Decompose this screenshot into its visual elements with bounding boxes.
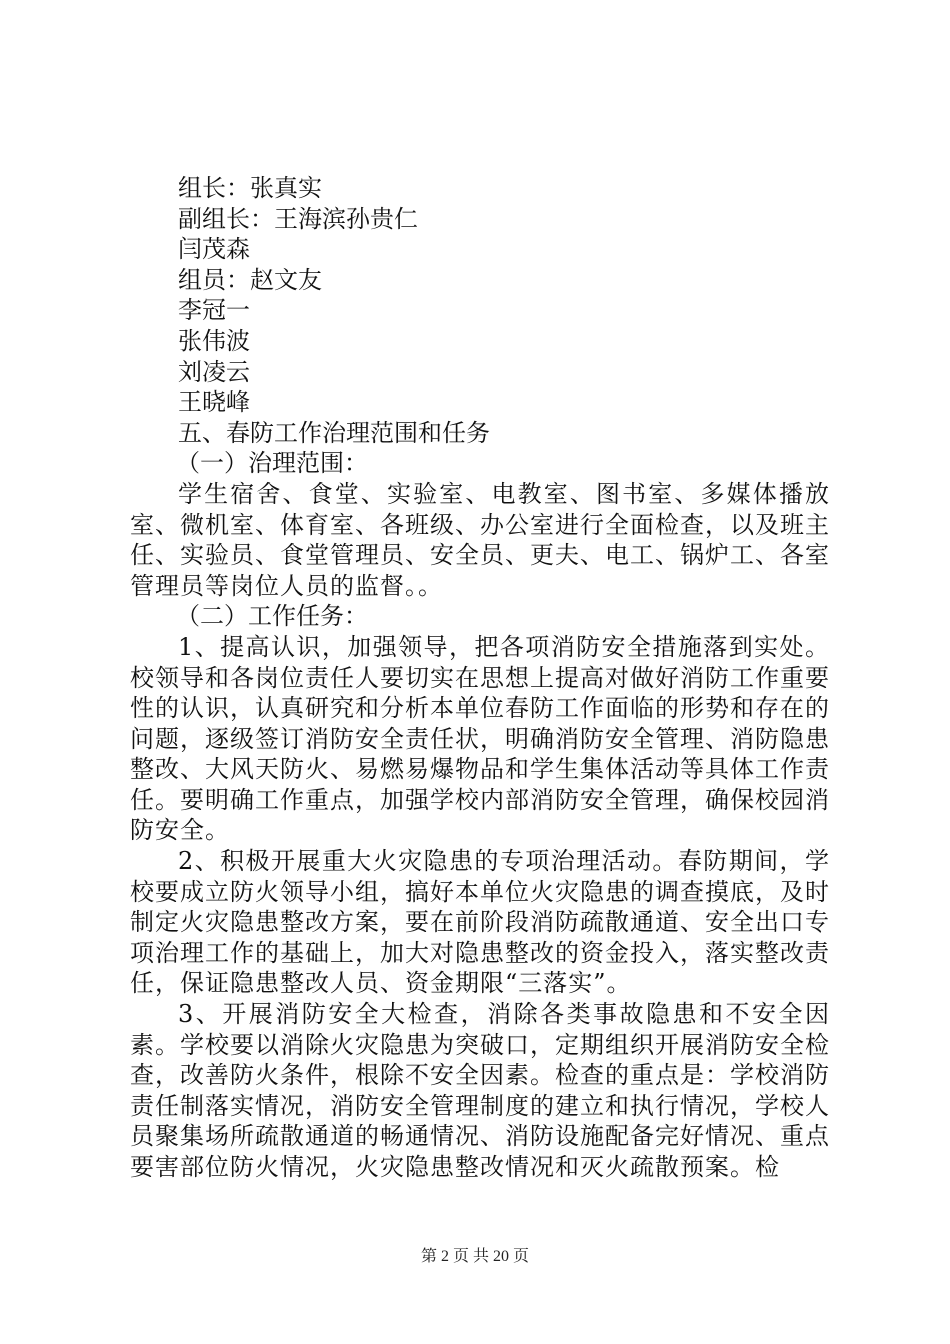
list-line-deputy-leader: 副组长：王海滨孙贵仁 [178, 204, 418, 233]
subheading-tasks: （二）工作任务： [176, 602, 368, 631]
list-line-member-5: 王晓峰 [178, 388, 250, 417]
page-footer: 第 2 页 共 20 页 [420, 1248, 529, 1265]
section-heading-five: 五、春防工作治理范围和任务 [178, 418, 490, 447]
list-line-member-3: 张伟波 [178, 326, 250, 355]
paragraph-task-1: 1、提高认识，加强领导，把各项消防安全措施落到实处。校领导和各岗位责任人要切实在思想上提高对做好消防工作重要性的认识，认真研究和分析本单位春防工作面临的形势和存在的问题，逐级签订消防安全责任状，明确消防安全管理、消防隐患整改、大风天防火、易燃易爆物品和学生集体活动等具体工作责任。要明确工作重点，加强学校内部消防安全管理，确保校园消防安全。 [130, 632, 830, 845]
list-line-members: 组员：赵文友 [178, 265, 322, 294]
paragraph-task-3: 3、开展消防安全大检查，消除各类事故隐患和不安全因素。学校要以消除火灾隐患为突破口，定期组织开展消防安全检查，改善防火条件，根除不安全因素。检查的重点是：学校消防责任制落实情况，消防安全管理制度的建立和执行情况，学校人员聚集场所疏散通道的畅通情况、消防设施配备完好情况、重点要害部位防火情况，火灾隐患整改情况和灭火疏散预案。检 [130, 1000, 830, 1181]
list-line-deputy-2: 闫茂森 [178, 235, 250, 264]
subheading-scope: （一）治理范围： [176, 449, 368, 478]
list-line-member-4: 刘凌云 [178, 357, 250, 386]
list-line-leader: 组长：张真实 [178, 174, 322, 202]
paragraph-task-2: 2、积极开展重大火灾隐患的专项治理活动。春防期间，学校要成立防火领导小组，搞好本单位火灾隐患的调查摸底，及时制定火灾隐患整改方案，要在前阶段消防疏散通道、安全出口专项治理工作的基础上，加大对隐患整改的资金投入，落实整改责任，保证隐患整改人员、资金期限“三落实”。 [130, 847, 830, 998]
list-line-member-2: 李冠一 [178, 296, 250, 325]
document-body [130, 173, 830, 1183]
paragraph-scope: 学生宿舍、食堂、实验室、电教室、图书室、多媒体播放室、微机室、体育室、各班级、办公室进行全面检查，以及班主任、实验员、食堂管理员、安全员、更夫、电工、锅炉工、各室管理员等岗位人员的监督。。 [130, 479, 830, 600]
